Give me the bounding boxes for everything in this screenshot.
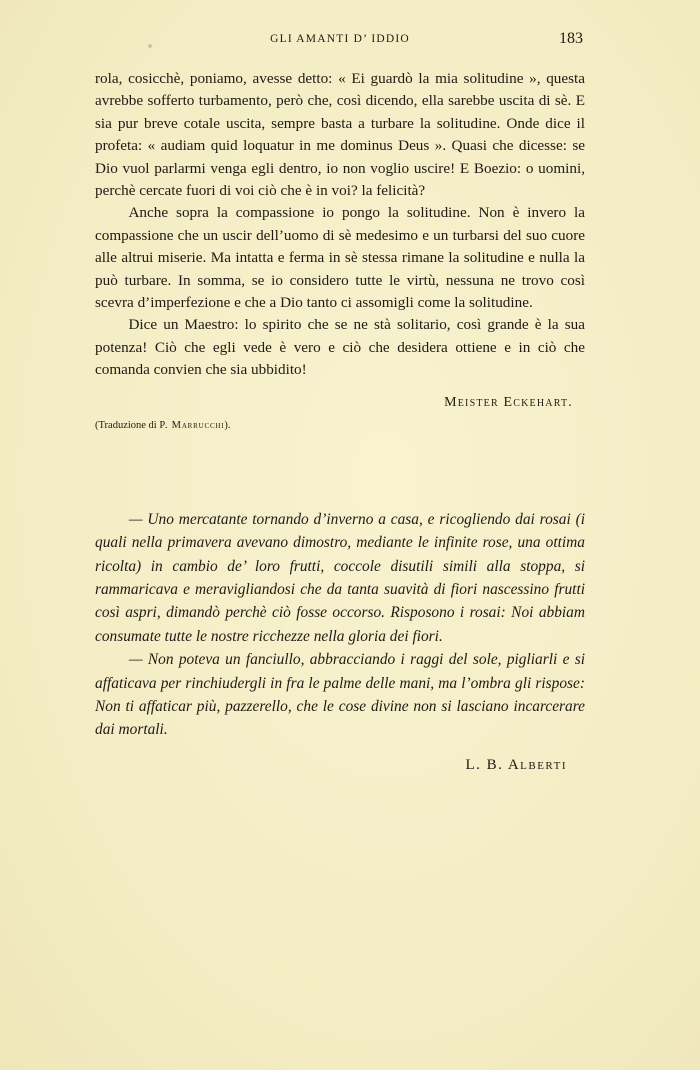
running-title: GLI AMANTI D’ IDDIO [270, 33, 410, 45]
translation-note [95, 420, 585, 431]
translation-prefix: (Traduzione di [95, 419, 157, 431]
alberti-paragraph-2: — Non poteva un fanciullo, abbracciando i raggi del sole, pigliarli e si affaticava per rinchiudergli in fra le palme delle mani, ma l’ombra gli rispose: Non ti affaticar più, pazzerello, che le cose divine non si lasciano incarcerare dai mortali. [95, 651, 585, 739]
alberti-paragraph-1: — Uno mercatante tornando d’inverno a casa, e ricogliendo dai rosai (i quali nella primavera avevano dimostro, mediante le infinite rose, una ottima ricolta) in cambio de’ loro frutti, coccole disutili simili alla stoppa, si rammaricava e meravigliandosi che da tanta suavità di fiori nascessino frutti così aspri, dimandò perchè ciò fosse occorso. Risposono i rosai: Noi abbiam consumate tutte le nostre ricchezze nella gloria dei fiori. [95, 510, 585, 645]
alberti-signature: L. B. Alberti [465, 756, 567, 773]
alberti-section [95, 508, 585, 774]
eckehart-signature: Meister Eckehart. [444, 394, 573, 410]
eckehart-paragraph-3: Dice un Maestro: lo spirito che se ne stà solitario, così grande è la sua potenza! Ciò che egli vede è vero e ciò che desidera ottiene e in ciò che comanda convien che sia ubbidito! [95, 316, 585, 379]
eckehart-paragraph-1: rola, cosicchè, poniamo, avesse detto: « Ei guardò la mia solitudine », questa avrebbe sofferto turbamento, però che, così dicendo, ella sarebbe uscita di sè. E sia pur breve cotale uscita, sempre basta a turbare la solitudine. Onde dice il profeta: « audiam quid loquatur in me dominus Deus ». Quasi che dicesse: se Dio vuol parlarmi venga egli dentro, io non voglio uscire! E Boezio: o uomini, perchè cercate fuori di voi ciò che è in voi? la felicità? [95, 70, 585, 200]
page-body [95, 68, 585, 774]
eckehart-paragraph-2: Anche sopra la compassione io pongo la solitudine. Non è invero la compassione che un uscir dell’uomo di sè medesimo e un turbarsi del suo cuore alle altrui miserie. Ma intatta e ferma in sè stessa rimane la solitudine e nulla la può turbare. In somma, se io considero tutte le virtù, nessuna ne trovo così scevra d’imperfezione e che a Dio tanto ci assomigli come la solitudine. [95, 204, 585, 312]
translation-suffix: ). [224, 419, 231, 431]
running-head [95, 30, 585, 54]
page-number: 183 [559, 30, 583, 47]
translator-name: P. Marrucchi [159, 419, 225, 431]
